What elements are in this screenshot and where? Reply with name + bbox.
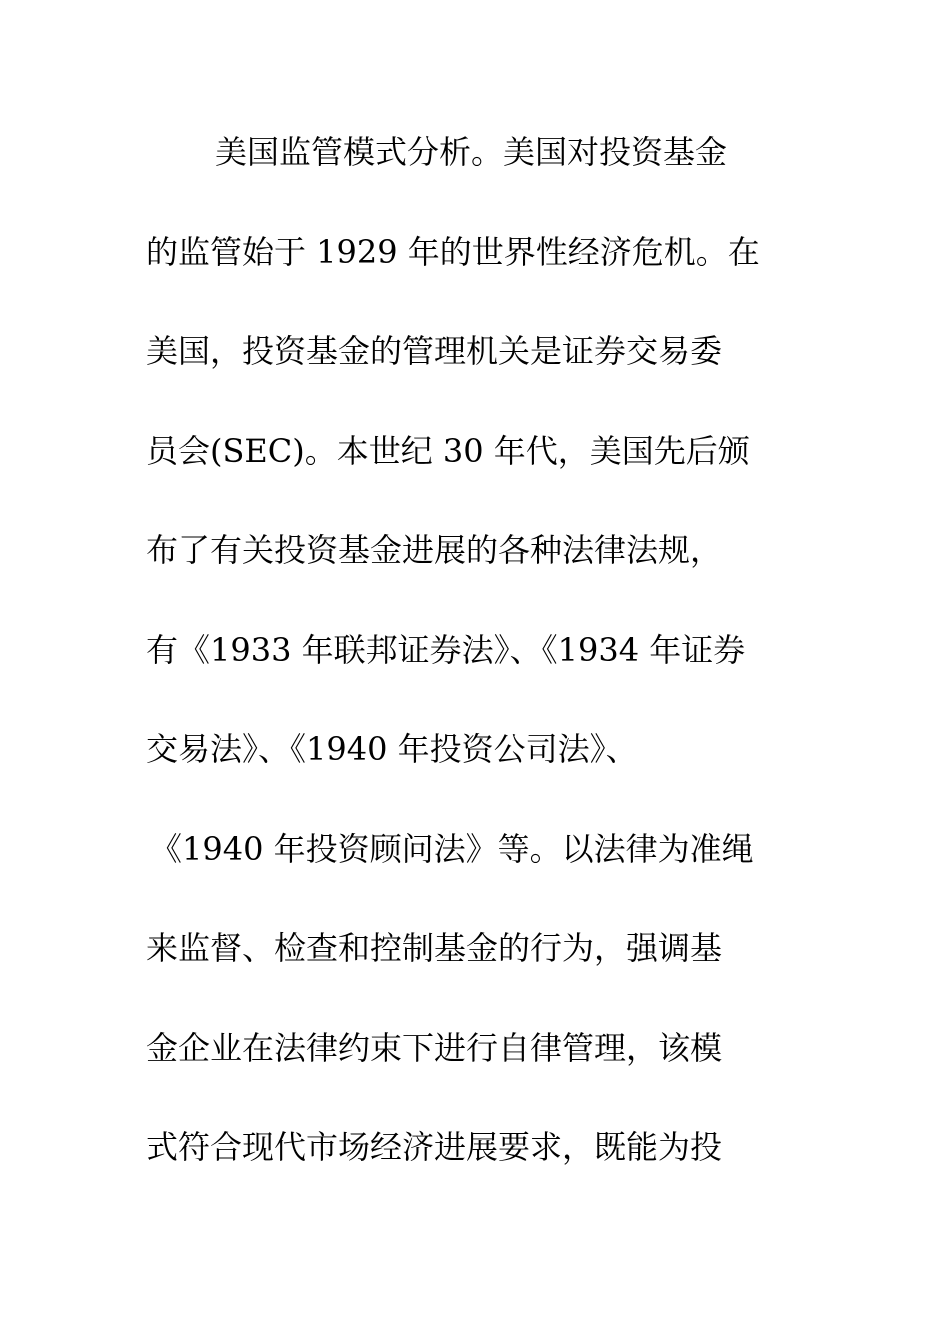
text-line: 美国，投资基金的管理机关是证券交易委	[146, 332, 723, 370]
text-line: 式符合现代市场经济进展要求，既能为投	[146, 1128, 723, 1166]
text-line: 美国监管模式分析。美国对投资基金	[215, 133, 728, 171]
text-line: 交易法》、《1940 年投资公司法》、	[146, 730, 638, 768]
text-line: 的监管始于 1929 年的世界性经济危机。在	[146, 232, 760, 271]
text-line: 金企业在法律约束下进行自律管理，该模	[146, 1028, 723, 1067]
text-line: 员会(SEC)。本世纪 30 年代，美国先后颁	[146, 431, 750, 470]
text-line: 有《1933 年联邦证券法》、《1934 年证券	[146, 630, 746, 669]
text-line: 来监督、检查和控制基金的行为，强调基	[146, 929, 723, 967]
text-line: 布了有关投资基金进展的各种法律法规，	[146, 531, 723, 569]
body-paragraph	[146, 126, 846, 1221]
text-line: 《1940 年投资顾问法》等。以法律为准绳	[150, 829, 754, 868]
